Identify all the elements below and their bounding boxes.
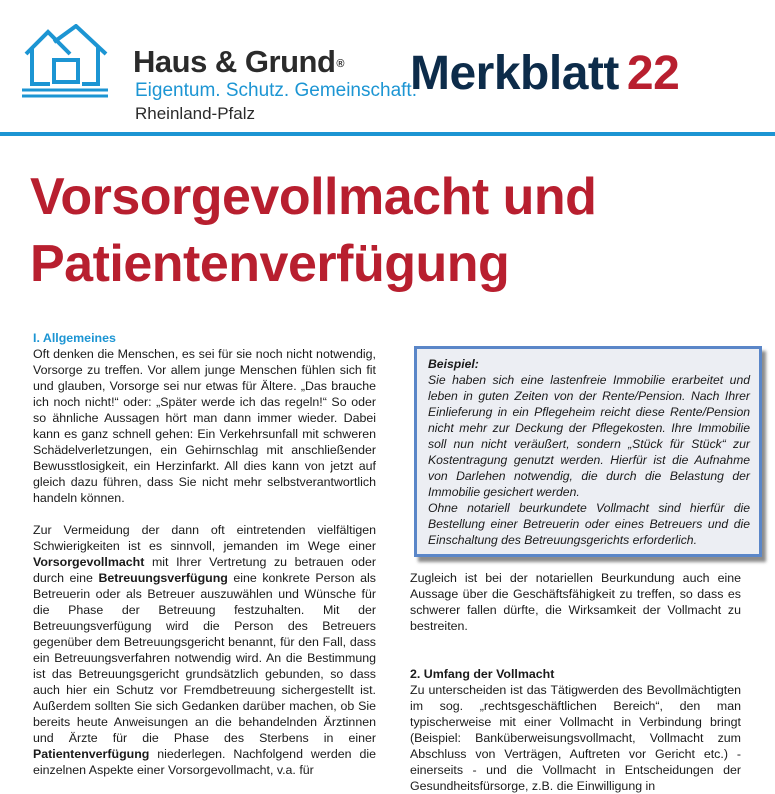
section-heading-umfang: 2. Umfang der Vollmacht	[410, 667, 555, 681]
right-column	[410, 570, 741, 794]
registered-mark: ®	[336, 58, 345, 70]
merkblatt-label	[410, 44, 679, 104]
paragraph-intro: Oft denken die Menschen, es sei für sie noch nicht notwendig, Vorsorge zu treffen. Vor allem junge Menschen fühlen sich fit und glauben, Vorsorge sei nur etwas für Ältere. „Das brauche ich noch nicht!“ oder: „Später werde ich das regeln!“ So oder so ähnliche Aussagen hört man dann immer wieder. Dabei kann es ganz schnell gehen: Ein Verkehrsunfall mit schweren Schädelverletzungen, ein Gehirnschlag mit anschließender Bewusstlosigkeit, ein Herzinfarkt. All dies kann von jetzt auf gleich dazu führen, dass Sie nicht mehr selbstverantwortlich handeln können.	[33, 347, 376, 505]
section-heading-allgemeines: I. Allgemeines	[33, 331, 116, 345]
example-box	[414, 346, 762, 557]
merkblatt-number: 22	[626, 47, 680, 100]
house-logo-icon	[22, 24, 114, 100]
title-line-2: Patientenverfügung	[30, 235, 510, 293]
header-divider	[0, 132, 775, 136]
document-title	[30, 164, 760, 298]
page-header	[0, 0, 775, 140]
example-text-2: Ohne notariell beurkundete Vollmacht sind hierfür die Bestellung einer Betreuerin oder eines Betreuers und die Einschaltung des Betreuungsgerichts erforderlich.	[428, 501, 750, 547]
example-heading: Beispiel:	[428, 357, 479, 371]
term-vorsorgevollmacht: Vorsorgevollmacht	[33, 555, 145, 569]
paragraph-geschaeftsfaehigkeit: Zugleich ist bei der notariellen Beurkundung auch eine Aussage über die Geschäftsfähigkeit zu treffen, so dass es schwerer fallen dürfte, die Wirksamkeit der Vollmacht zu bestreiten.	[410, 571, 741, 633]
term-patientenverfuegung: Patientenverfügung	[33, 747, 150, 761]
brand-tagline: Eigentum. Schutz. Gemeinschaft.	[135, 80, 417, 101]
merkblatt-text: Merkblatt	[410, 47, 619, 100]
example-text-1: Sie haben sich eine lastenfreie Immobilie erarbeitet und leben in guten Zeiten von der Rente/Pension. Nach Ihrer Einlieferung in ein Pflegeheim reicht diese Rente/Pension nicht mehr zur Deckung der Pflegekosten. Ihre Immobilie soll nun nicht veräußert, sondern „Stück für Stück“ zur Kostentragung genutzt werden. Hierfür ist die Aufnahme von Darlehen notwendig, die durch die Belastung der Immobilie gesichert werden.	[428, 373, 750, 499]
title-line-1: Vorsorgevollmacht und	[30, 168, 597, 226]
left-column	[33, 330, 376, 778]
paragraph-umfang: Zu unterscheiden ist das Tätigwerden des Bevollmächtigten im sog. „rechtsgeschäftlichen Bereich“, den man typischerweise mit einer Vollmacht in Verbindung bringt (Beispiel: Banküberweisungsvollmacht, Vollmacht zum Abschluss von Verträgen, Auftreten vor Gericht etc.) - einerseits - und die Vollmacht in Entscheidungen der Gesundheitsfürsorge, z.B. die Einwilligung in	[410, 683, 741, 793]
brand-region: Rheinland-Pfalz	[135, 104, 256, 123]
brand-name: Haus & Grund®	[133, 44, 345, 79]
term-betreuungsverfuegung: Betreuungsverfügung	[98, 571, 228, 585]
paragraph-vorsorge: Zur Vermeidung der dann oft eintretenden vielfältigen Schwierigkeiten ist es sinnvoll, jemanden im Wege einer Vorsorgevollmacht mit Ihrer Vertretung zu betrauen oder durch eine Betreuungsverfügung eine konkrete Person als Betreuerin oder als Betreuer auszuwählen und Wünsche für die Phase der Betreuung festzuhalten. Mit der Betreuungsverfügung wird die Person des Betreuers gegenüber dem Betreuungsgericht benannt, für den Fall, dass ein Betreuungsverfahren notwendig wird. An die Bestimmung ist das Betreuungsgericht grundsätzlich gebunden, so dass auch hier ein Schutz vor Fremdbetreuung sichergestellt ist. Außerdem sollten Sie sich Gedanken darüber machen, ob Sie bereits heute Anweisungen an die behandelnden Ärztinnen und Ärzte für die Phase des Sterbens in einer Patientenverfügung niederlegen. Nachfolgend werden die einzelnen Aspekte einer Vorsorgevollmacht, v.a. für	[33, 523, 376, 777]
